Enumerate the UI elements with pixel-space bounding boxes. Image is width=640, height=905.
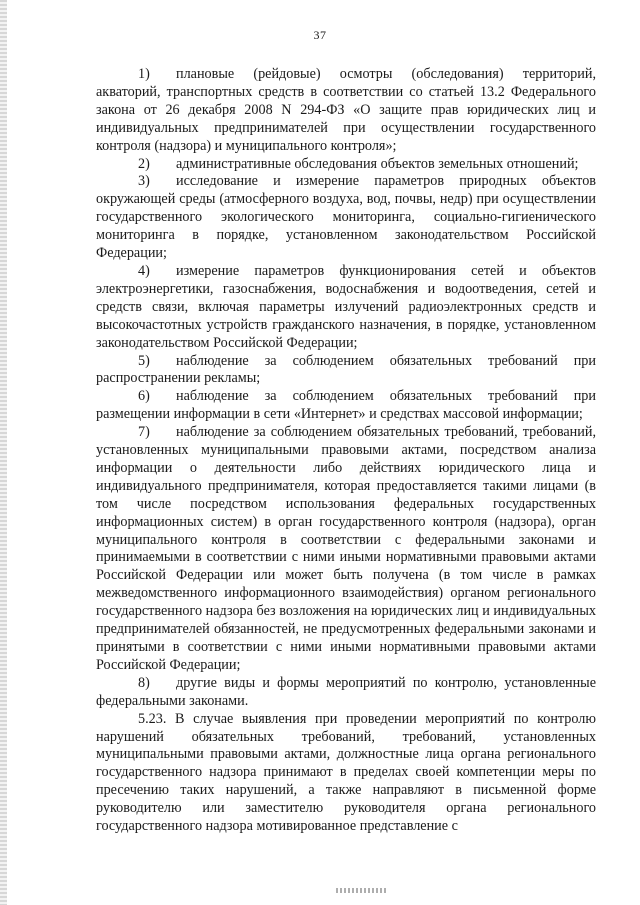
list-item-4 bbox=[96, 263, 596, 353]
scan-edge bbox=[0, 0, 7, 905]
list-item-5 bbox=[96, 353, 596, 389]
list-item-number: 8) bbox=[138, 674, 150, 691]
list-item-number: 3) bbox=[138, 173, 150, 190]
list-item-text: другие виды и формы мероприятий по контролю, установленные федеральными законами. bbox=[96, 674, 596, 709]
list-item-8 bbox=[96, 675, 596, 711]
section-text: 5.23. В случае выявления при проведении мероприятий по контролю нарушений обязательных требований, требований, установленных муниципальными правовыми актами, должностные лица органа регионального государственного надзора принимают в пределах своей компетенции меры по пресечению таких нарушений, а также направляют в письменной форме руководителю или заместителю руководителя органа регионального государственного надзора мотивированное представление с bbox=[96, 710, 596, 835]
scan-footer-mark bbox=[336, 888, 388, 893]
list-item-2 bbox=[96, 156, 596, 174]
section-5-23 bbox=[96, 711, 596, 836]
list-item-number: 2) bbox=[138, 155, 150, 172]
list-item-text: измерение параметров функционирования сетей и объектов электроэнергетики, газоснабжения, водоснабжения и водоотведения, сетей и средств связи, включая параметры излучений радиоэлектронных средств и высокочастотных устройств гражданского назначения, в порядке, установленном законодательством Российской Федерации; bbox=[96, 262, 596, 351]
list-item-3 bbox=[96, 173, 596, 263]
document-body bbox=[96, 66, 596, 836]
list-item-number: 1) bbox=[138, 66, 150, 82]
list-item-text: исследование и измерение параметров природных объектов окружающей среды (атмосферного воздуха, вод, почвы, недр) при осуществлении государственного экологического мониторинга, социально-гигиенического мониторинга в порядке, установленном законодательством Российской Федерации; bbox=[96, 173, 596, 262]
list-item-text: наблюдение за соблюдением обязательных требований при распространении рекламы; bbox=[96, 352, 596, 387]
list-item-number: 4) bbox=[138, 262, 150, 279]
list-item-number: 5) bbox=[138, 352, 150, 369]
list-item-1 bbox=[96, 66, 596, 156]
list-item-text: наблюдение за соблюдением обязательных требований при размещении информации в сети «Интернет» и средствах массовой информации; bbox=[96, 388, 596, 423]
list-item-6 bbox=[96, 388, 596, 424]
list-item-text: плановые (рейдовые) осмотры (обследования) территорий, акваторий, транспортных средств в соответствии со статьей 13.2 Федерального закона от 26 декабря 2008 N 294-ФЗ «О защите прав юридических лиц и индивидуальных предпринимателей при осуществлении государственного контроля (надзора) и муниципального контроля»; bbox=[96, 66, 596, 154]
list-item-number: 6) bbox=[138, 388, 150, 405]
list-item-7 bbox=[96, 424, 596, 675]
page-number: 37 bbox=[313, 28, 327, 42]
list-item-number: 7) bbox=[138, 424, 150, 441]
list-item-text: наблюдение за соблюдением обязательных требований, требований, установленных муниципальными правовыми актами, посредством анализа информации о деятельности либо действиях юридического лица и индивидуального предпринимателя, которая предоставляется такими лицами (в том числе посредством использования федеральных государственных информационных систем) в орган государственного контроля (надзора), орган муниципального контроля в соответствии с федеральными законами и принимаемыми в соответствии с ними иными нормативными правовыми актами Российской Федерации или может быть получена (в том числе в рамках межведомственного информационного взаимодействия) органом регионального государственного надзора без возложения на юридических лиц и индивидуальных предпринимателей обязанностей, не предусмотренных федеральными законами и принятыми в соответствии с ними иными нормативными правовыми актами Российской Федерации; bbox=[96, 424, 596, 673]
list-item-text: административные обследования объектов земельных отношений; bbox=[176, 155, 579, 172]
